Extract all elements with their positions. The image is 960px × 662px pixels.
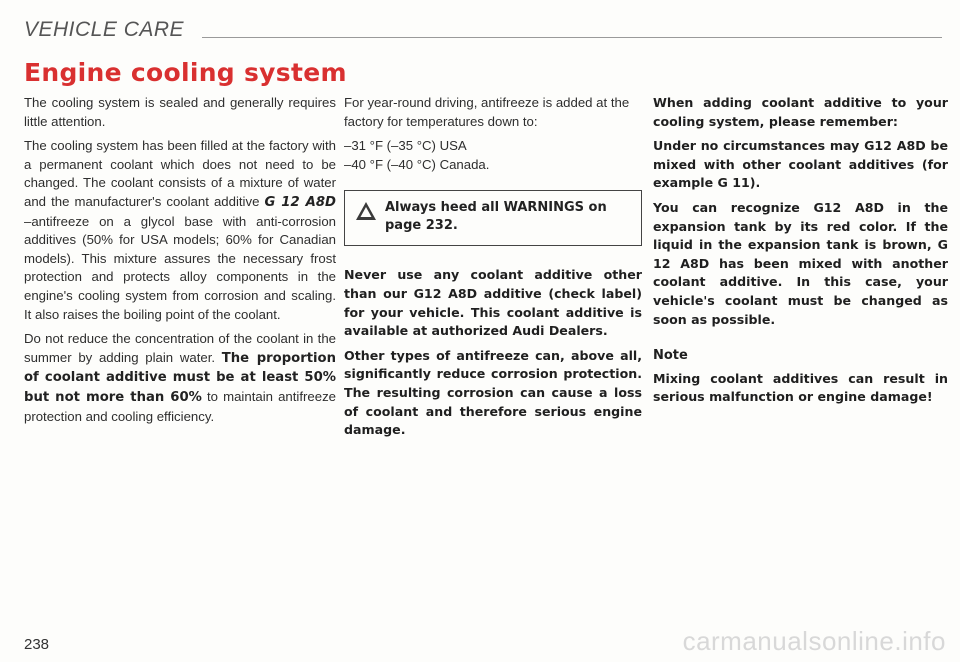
- page-heading: Engine cooling system: [24, 58, 347, 87]
- warning-triangle-icon: [355, 201, 377, 221]
- paragraph-concentration: [24, 330, 336, 426]
- paragraph-concentration-part2: to maintain antifreeze protection and cooling efficiency.: [24, 388, 336, 424]
- paragraph-year-round: For year-round driving, antifreeze is added at the factory for temperatures down to:: [344, 95, 630, 129]
- warning-text[interactable]: Always heed all WARNINGS on page 232.: [385, 200, 607, 234]
- paragraph-intro: The cooling system is sealed and generally requires little attention.: [24, 95, 336, 129]
- paragraph-coolant-part2: –antifreeze on a glycol base with anti-corrosion additives (50% for USA models; 60% for Canadian models). This mixture assures the necessary frost protection and protects alloy components in the engine's cooling system from corrosion and scaling. It also raises the boiling point of the coolant.: [24, 213, 336, 322]
- paragraph-coolant-part1: The cooling system has been filled at the factory with a permanent coolant which does not need to be changed. The coolant consists of a mixture of water and the manufacturer's coolant additive: [24, 138, 336, 209]
- caution-additive: Never use any coolant additive other than our G12 A8D additive (check label) for your vehicle. This coolant additive is available at authorized Audi Dealers.: [344, 267, 642, 339]
- caution-recognize: You can recognize G12 A8D in the expansion tank by its red color. If the liquid in the expansion tank is brown, G 12 A8D has been mixed with another coolant additive. In this case, your vehicle's coolant must be changed as soon as possible.: [653, 199, 948, 327]
- paragraph-concentration-part1: Do not reduce the concentration of the coolant in the summer by adding plain water.: [24, 331, 336, 365]
- column-right: [653, 94, 948, 413]
- temp-canada: –40 °F (–40 °C) Canada.: [344, 156, 490, 172]
- paragraph-coolant: [24, 137, 336, 324]
- footer-watermark: carmanualsonline.info: [682, 626, 946, 656]
- column-middle: [344, 94, 642, 446]
- note-label: Note: [653, 348, 688, 364]
- additive-name: G 12 A8D: [264, 194, 336, 210]
- page-header: [24, 18, 942, 48]
- section-title: VEHICLE CARE: [24, 18, 185, 41]
- note-text: Mixing coolant additives can result in serious malfunction or engine damage!: [653, 370, 948, 405]
- caution-antifreeze: Other types of antifreeze can, above all, significantly reduce corrosion protection. The resulting corrosion can cause a loss of coolant and therefore serious engine damage.: [344, 347, 642, 438]
- warning-box: [344, 190, 642, 246]
- header-rule: [202, 37, 942, 38]
- proportion-warning: The proportion of coolant additive must be at least 50% but not more than 60%: [24, 350, 336, 405]
- caution-remember: When adding coolant additive to your cooling system, please remember:: [653, 95, 948, 129]
- page-number: 238: [24, 636, 50, 653]
- caution-no-mix: Under no circumstances may G12 A8D be mixed with other coolant additives (for example G 11).: [653, 138, 948, 191]
- column-left: [24, 94, 336, 432]
- temp-usa: –31 °F (–35 °C) USA: [344, 138, 467, 154]
